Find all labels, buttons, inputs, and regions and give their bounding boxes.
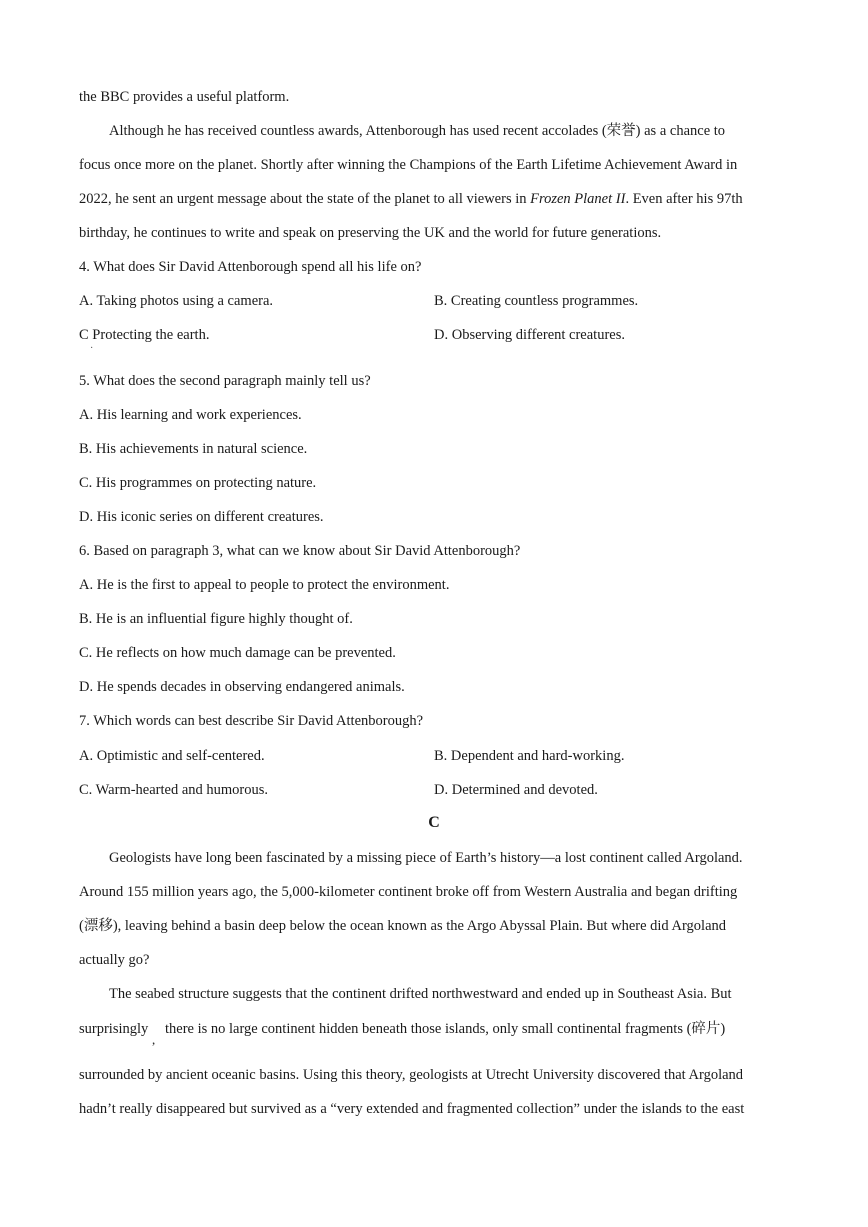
paragraph-line: The seabed structure suggests that the continent drifted northwestward and ended up in Southeast Asia. But: [109, 986, 732, 1002]
option-a: A. His learning and work experiences.: [79, 407, 302, 423]
option-c: C. He reflects on how much damage can be prevented.: [79, 645, 396, 661]
option-b: B. He is an influential figure highly thought of.: [79, 611, 353, 627]
option-d: D. His iconic series on different creatures.: [79, 509, 324, 525]
paragraph-line: Around 155 million years ago, the 5,000-kilometer continent broke off from Western Australia and began drifting: [79, 884, 738, 900]
option-b: B. Creating countless programmes.: [434, 293, 639, 309]
option-c: C. His programmes on protecting nature.: [79, 475, 317, 491]
paragraph-line: surrounded by ancient oceanic basins. Using this theory, geologists at Utrecht University discovered that Argoland: [79, 1067, 744, 1083]
show-title: Frozen Planet II: [530, 191, 626, 207]
text-span: . Even after his 97th: [625, 191, 743, 207]
paragraph-line: Although he has received countless awards, Attenborough has used recent accolades (荣誉) as a chance to: [109, 123, 726, 139]
paragraph-line: [79, 190, 743, 208]
option-d: D. Observing different creatures.: [434, 327, 625, 343]
paragraph-line: (漂移), leaving behind a basin deep below the ocean known as the Argo Abyssal Plain. But where did Argoland: [79, 918, 727, 934]
option-a: A. Taking photos using a camera.: [79, 293, 274, 309]
paragraph-line: actually go?: [79, 952, 150, 968]
option-c: C Protecting the earth.: [79, 327, 210, 343]
question-stem: 6. Based on paragraph 3, what can we know about Sir David Attenborough?: [79, 543, 521, 559]
option-c: C. Warm-hearted and humorous.: [79, 782, 269, 798]
paragraph-line: there is no large continent hidden beneath those islands, only small continental fragments (碎片): [165, 1021, 726, 1037]
question-stem: 7. Which words can best describe Sir David Attenborough?: [79, 713, 424, 729]
option-d: D. He spends decades in observing endangered animals.: [79, 679, 405, 695]
option-a: A. Optimistic and self-centered.: [79, 748, 265, 764]
text-span: 2022, he sent an urgent message about the state of the planet to all viewers in: [79, 191, 531, 207]
paragraph-line: focus once more on the planet. Shortly after winning the Champions of the Earth Lifetime Achievement Award in: [79, 157, 738, 173]
paragraph-line: birthday, he continues to write and speak on preserving the UK and the world for future generations.: [79, 225, 662, 241]
question-stem: 5. What does the second paragraph mainly tell us?: [79, 373, 371, 389]
paragraph-line: surprisingly: [79, 1021, 149, 1037]
section-heading: C: [428, 814, 440, 831]
option-a: A. He is the first to appeal to people to protect the environment.: [79, 577, 450, 593]
paragraph-line: hadn’t really disappeared but survived as a “very extended and fragmented collection” under the islands to the east: [79, 1101, 745, 1117]
paragraph-line: the BBC provides a useful platform.: [79, 89, 290, 105]
stray-mark: ·: [90, 343, 94, 354]
question-stem: 4. What does Sir David Attenborough spend all his life on?: [79, 259, 422, 275]
option-d: D. Determined and devoted.: [434, 782, 598, 798]
stray-mark: ,: [152, 1032, 156, 1047]
option-b: B. Dependent and hard-working.: [434, 748, 625, 764]
paragraph-line: Geologists have long been fascinated by a missing piece of Earth’s history—a lost continent called Argoland.: [109, 850, 743, 866]
option-b: B. His achievements in natural science.: [79, 441, 308, 457]
